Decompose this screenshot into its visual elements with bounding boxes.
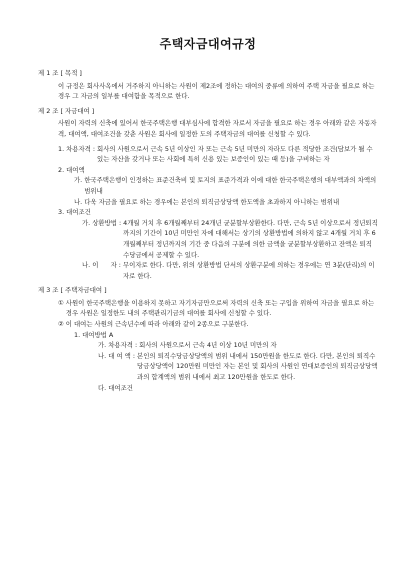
item-3-ga-label: 가. 상환방법 :: [82, 218, 124, 227]
para-1-label: ①: [58, 298, 66, 307]
article-2-item-1: [38, 144, 378, 165]
item-2-na-text: 다욱 자금을 필요로 하는 경우에는 본인의 퇴직금상당액 한도액을 초과하지 아니하는 범위내: [84, 197, 340, 206]
article-2-item-3-label: 3. 대여조건: [58, 208, 91, 217]
item-1-label: 1. 차용자격 :: [58, 144, 98, 153]
item-3-ga-text: 4개월 거치 후 6개월째부터 24개년 균분할부상환한다. 다만, 근속 5년 이상으로서 정년퇴직까지의 기간이 10년 미만인 자에 대해서는 상기의 상환방법에 의하지 않고 4개월 거치 후 6개월째부터 정년까지의 기간 중 다음의 구분에 의한 금액을 균분할부상환하고 잔액은 퇴직수당금에서 공제할 수 있다.: [123, 218, 378, 259]
item-1-text: 회사의 사원으로서 근속 5년 이상인 자 또는 근속 5년 미만의 자라도 다른 적당한 조건(담보가 될 수 있는 자산을 갖거나 또는 사회에 특히 신용 있는 보증인이 있는 때 등)을 구비하는 자: [97, 144, 373, 164]
para-2-label: ②: [58, 320, 66, 329]
article-2-item-3-na: [38, 260, 378, 281]
method-a-ga-text: 회사의 사원으로서 근속 4년 이상 10년 미만의 자: [139, 341, 277, 350]
method-a-label: 1. 대여방법 A: [74, 330, 114, 339]
document-title: 주택자금대여규정: [159, 37, 257, 51]
article-3-heading: 제 3 조 [ 주택자금대여 ]: [38, 286, 107, 295]
article-3: [38, 285, 378, 393]
article-2-item-3-ga: [38, 218, 378, 260]
item-2-ga-text: 한국주택은행이 인정하는 표준건축비 및 토지의 표준가격과 이에 대한 한국주택은행의 대부액과의 차액의 범위내: [84, 176, 377, 195]
article-1-body: 이 규정은 회사사옥에서 거주하지 아니하는 사원이 제2조에 정하는 대여의 중류에 의하여 주택 자금을 필요로 하는 경우 그 자금의 일부를 대여함을 목적으로 한다.: [58, 81, 375, 101]
article-2-intro: 사원이 자력의 신축에 있어서 한국주택은행 대부심사에 합격한 자로서 자금을 필요로 하는 경우 아래와 같은 자동자격, 대여액, 대여조건을 갖춘 사원은 회사에 일정한 도의 주택자금의 대여를 신청할 수 있다.: [58, 119, 377, 138]
item-2-na-label: 나.: [74, 197, 85, 206]
article-3-para-2: [38, 319, 378, 330]
para-2-text: 이 대여는 사원의 근속년수에 따라 아래와 같이 2종으로 구분한다.: [65, 320, 249, 329]
item-3-na-label: 나. 이 자 :: [82, 261, 123, 270]
article-1-heading: 제 1 조 [ 목적 ]: [38, 69, 82, 77]
para-1-text: 사원이 한국주택은행을 이용하지 못하고 자기자금만으로써 자력의 신축 또는 구입을 위하여 자금을 필요로 하는 경우 사원은 일정한도 내의 주택관리기금의 대여를 회사에 신청할 수 있다.: [65, 298, 375, 318]
method-a-ga-label: 가. 차용자격 :: [98, 341, 140, 350]
article-3-para-1: [38, 298, 378, 319]
article-2-item-2-na: [38, 197, 378, 208]
article-1: [38, 68, 378, 102]
item-3-na-text: 무이자로 한다. 다만, 위의 상환방법 단서의 상환구분에 의하는 경우에는 연 3분(단리)의 이자로 한다.: [123, 261, 375, 280]
method-a-na: [38, 351, 378, 383]
article-2: [38, 106, 378, 282]
item-2-ga-label: 가.: [74, 176, 85, 185]
article-2-item-2-label: 2. 대여액: [58, 165, 85, 174]
article-2-heading: 제 2 조 [ 자금대여 ]: [38, 106, 95, 115]
method-a-da-label: 다. 대여조건: [98, 383, 133, 392]
method-a-na-label: 나. 대 여 액 :: [98, 351, 138, 360]
method-a-ga: [38, 340, 378, 351]
article-2-item-2-ga: [38, 175, 378, 196]
method-a-na-text: 본인의 퇴직수당금상당액의 범위 내에서 150만원을 한도로 한다. 다만, 본인의 퇴직수당금상당액이 120만원 미만인 자는 본인 및 회사의 사원인 연대보증인의 퇴직금상당액과의 합계액의 범위 내에서 최고 120만원을 한도로 한다.: [137, 351, 378, 382]
